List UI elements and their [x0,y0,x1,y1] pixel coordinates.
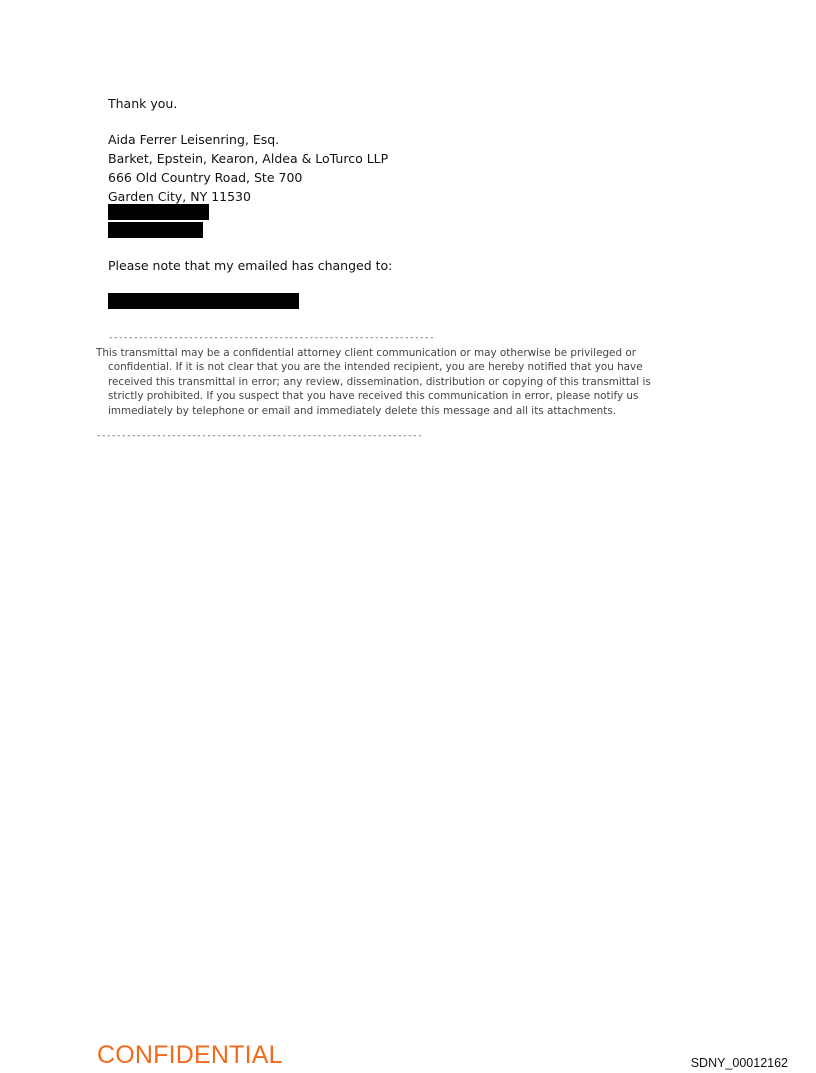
closing-text: Thank you. [108,96,178,111]
signature-firm: Barket, Epstein, Kearon, Aldea & LoTurco LLP [108,151,389,166]
redaction-bar-phone-2 [108,222,203,238]
disclaimer-separator-bottom: ----------------------------------------------------------------- [96,431,423,441]
disclaimer-separator-top: ----------------------------------------------------------------- [108,333,435,343]
signature-address-line2: Garden City, NY 11530 [108,189,251,204]
email-change-note: Please note that my emailed has changed to: [108,258,393,273]
disclaimer-block [96,346,716,418]
disclaimer-line: strictly prohibited. If you suspect that you have received this communication in error, please notify us [108,390,639,403]
disclaimer-line: confidential. If it is not clear that you are the intended recipient, you are hereby notified that you have [108,361,643,374]
signature-address-line1: 666 Old Country Road, Ste 700 [108,170,303,185]
signature-name: Aida Ferrer Leisenring, Esq. [108,132,280,147]
disclaimer-line: This transmittal may be a confidential attorney client communication or may otherwise be privileged or [96,347,636,359]
confidential-stamp: CONFIDENTIAL [97,1041,283,1069]
redaction-bar-email [108,293,299,309]
redaction-bar-phone-1 [108,204,209,220]
bates-number: SDNY_00012162 [690,1056,788,1070]
disclaimer-line: immediately by telephone or email and immediately delete this message and all its attachments. [108,404,617,417]
disclaimer-line: received this transmittal in error; any review, dissemination, distribution or copying of this transmittal is [108,375,651,388]
